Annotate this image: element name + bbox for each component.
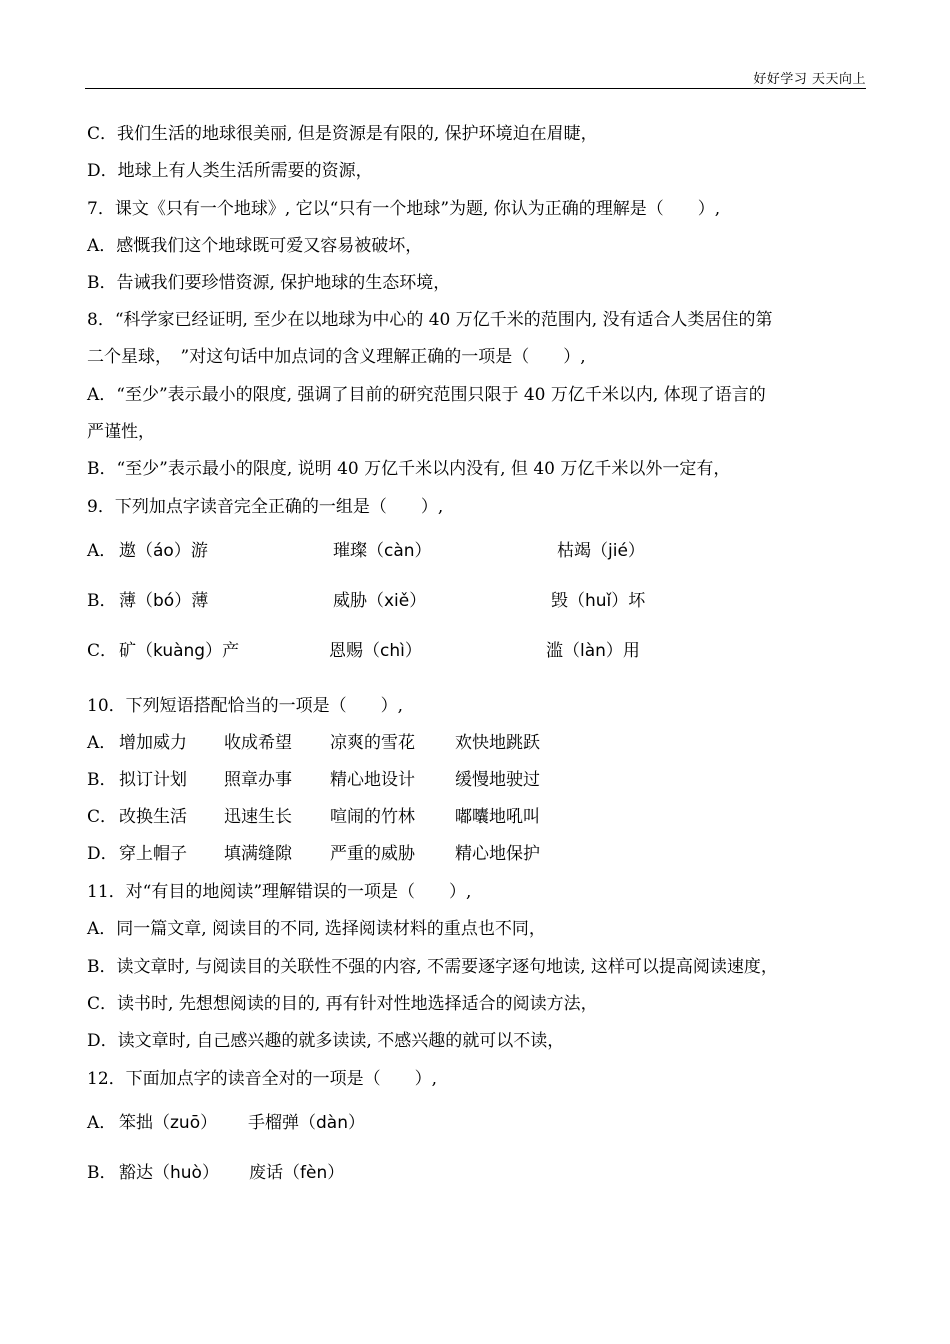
- pinyin-item: 恩赐（chì）: [329, 641, 422, 661]
- pinyin-item: 薄（bó）薄: [119, 591, 209, 611]
- pinyin-item: 笨拙（zuō）: [119, 1113, 218, 1133]
- phrase: 精心地保护: [455, 844, 540, 864]
- q11-option-c: C．读书时, 先想想阅读的目的, 再有针对性地选择适合的阅读方法，: [87, 994, 598, 1014]
- q11-option-d: D．读文章时, 自己感兴趣的就多读读, 不感兴趣的就可以不读，: [87, 1031, 565, 1051]
- q9-stem: 9．下列加点字读音完全正确的一组是（ ）,: [87, 497, 444, 517]
- phrase: 精心地设计: [330, 770, 415, 790]
- option-label: A．: [87, 733, 117, 753]
- q10-stem: 10．下列短语搭配恰当的一项是（ ）,: [87, 696, 404, 716]
- pinyin-item: 手榴弹（dàn）: [248, 1113, 365, 1133]
- pinyin-item: 璀璨（càn）: [333, 541, 432, 561]
- phrase: 照章办事: [224, 770, 292, 790]
- phrase: 改换生活: [119, 807, 187, 827]
- option-label: D．: [87, 844, 118, 864]
- q7-option-b: B．告诫我们要珍惜资源, 保护地球的生态环境，: [87, 273, 451, 293]
- phrase: 填满缝隙: [224, 844, 292, 864]
- q8-option-b: B．“至少”表示最小的限度, 说明 40 万亿千米以内没有, 但 40 万亿千米以外一定有，: [87, 459, 731, 479]
- phrase: 增加威力: [119, 733, 187, 753]
- page-header: [85, 66, 866, 89]
- phrase: 欢快地跳跃: [455, 733, 540, 753]
- phrase: 嘟囔地吼叫: [455, 807, 540, 827]
- pinyin-item: 遨（áo）游: [119, 541, 208, 561]
- q7-stem: 7．课文《只有一个地球》, 它以“只有一个地球”为题, 你认为正确的理解是（ ）,: [87, 199, 721, 219]
- header-slogan: 好好学习 天天向上: [753, 72, 866, 87]
- option-label: B．: [87, 1163, 117, 1183]
- pinyin-item: 废话（fèn）: [249, 1163, 345, 1183]
- phrase: 拟订计划: [119, 770, 187, 790]
- pinyin-item: 豁达（huò）: [119, 1163, 219, 1183]
- phrase: 迅速生长: [224, 807, 292, 827]
- q11-option-b: B．读文章时, 与阅读目的关联性不强的内容, 不需要逐字逐句地读, 这样可以提高阅读速度，: [87, 957, 778, 977]
- q6-option-c: C．我们生活的地球很美丽, 但是资源是有限的, 保护环境迫在眉睫，: [87, 124, 598, 144]
- q8-option-a-line2: 严谨性，: [87, 422, 155, 442]
- q8-option-a-line1: A．“至少”表示最小的限度, 强调了目前的研究范围只限于 40 万亿千米以内, 体现了语言的: [87, 385, 766, 405]
- phrase: 喧闹的竹林: [330, 807, 415, 827]
- q6-option-d: D．地球上有人类生活所需要的资源，: [87, 161, 373, 181]
- q11-stem: 11．对“有目的地阅读”理解错误的一项是（ ）,: [87, 882, 472, 902]
- option-label: C．: [87, 641, 118, 661]
- option-label: A．: [87, 1113, 117, 1133]
- q8-stem-line1: 8．“科学家已经证明, 至少在以地球为中心的 40 万亿千米的范围内, 没有适合人类居住的第: [87, 310, 773, 330]
- phrase: 缓慢地驶过: [455, 770, 540, 790]
- option-label: B．: [87, 591, 117, 611]
- pinyin-item: 滥（làn）用: [546, 641, 640, 661]
- option-label: A．: [87, 541, 117, 561]
- phrase: 收成希望: [224, 733, 292, 753]
- q12-stem: 12．下面加点字的读音全对的一项是（ ）,: [87, 1069, 438, 1089]
- option-label: C．: [87, 807, 118, 827]
- q11-option-a: A．同一篇文章, 阅读目的不同, 选择阅读材料的重点也不同，: [87, 919, 546, 939]
- pinyin-item: 枯竭（jié）: [557, 541, 645, 561]
- pinyin-item: 毁（huǐ）坏: [551, 591, 646, 611]
- pinyin-item: 威胁（xiě）: [333, 591, 427, 611]
- q8-stem-line2: 二个星球， ”对这句话中加点词的含义理解正确的一项是（ ）,: [87, 347, 586, 367]
- phrase: 穿上帽子: [119, 844, 187, 864]
- q7-option-a: A．感慨我们这个地球既可爱又容易被破坏，: [87, 236, 423, 256]
- phrase: 严重的威胁: [330, 844, 415, 864]
- pinyin-item: 矿（kuàng）产: [119, 641, 240, 661]
- phrase: 凉爽的雪花: [330, 733, 415, 753]
- option-label: B．: [87, 770, 117, 790]
